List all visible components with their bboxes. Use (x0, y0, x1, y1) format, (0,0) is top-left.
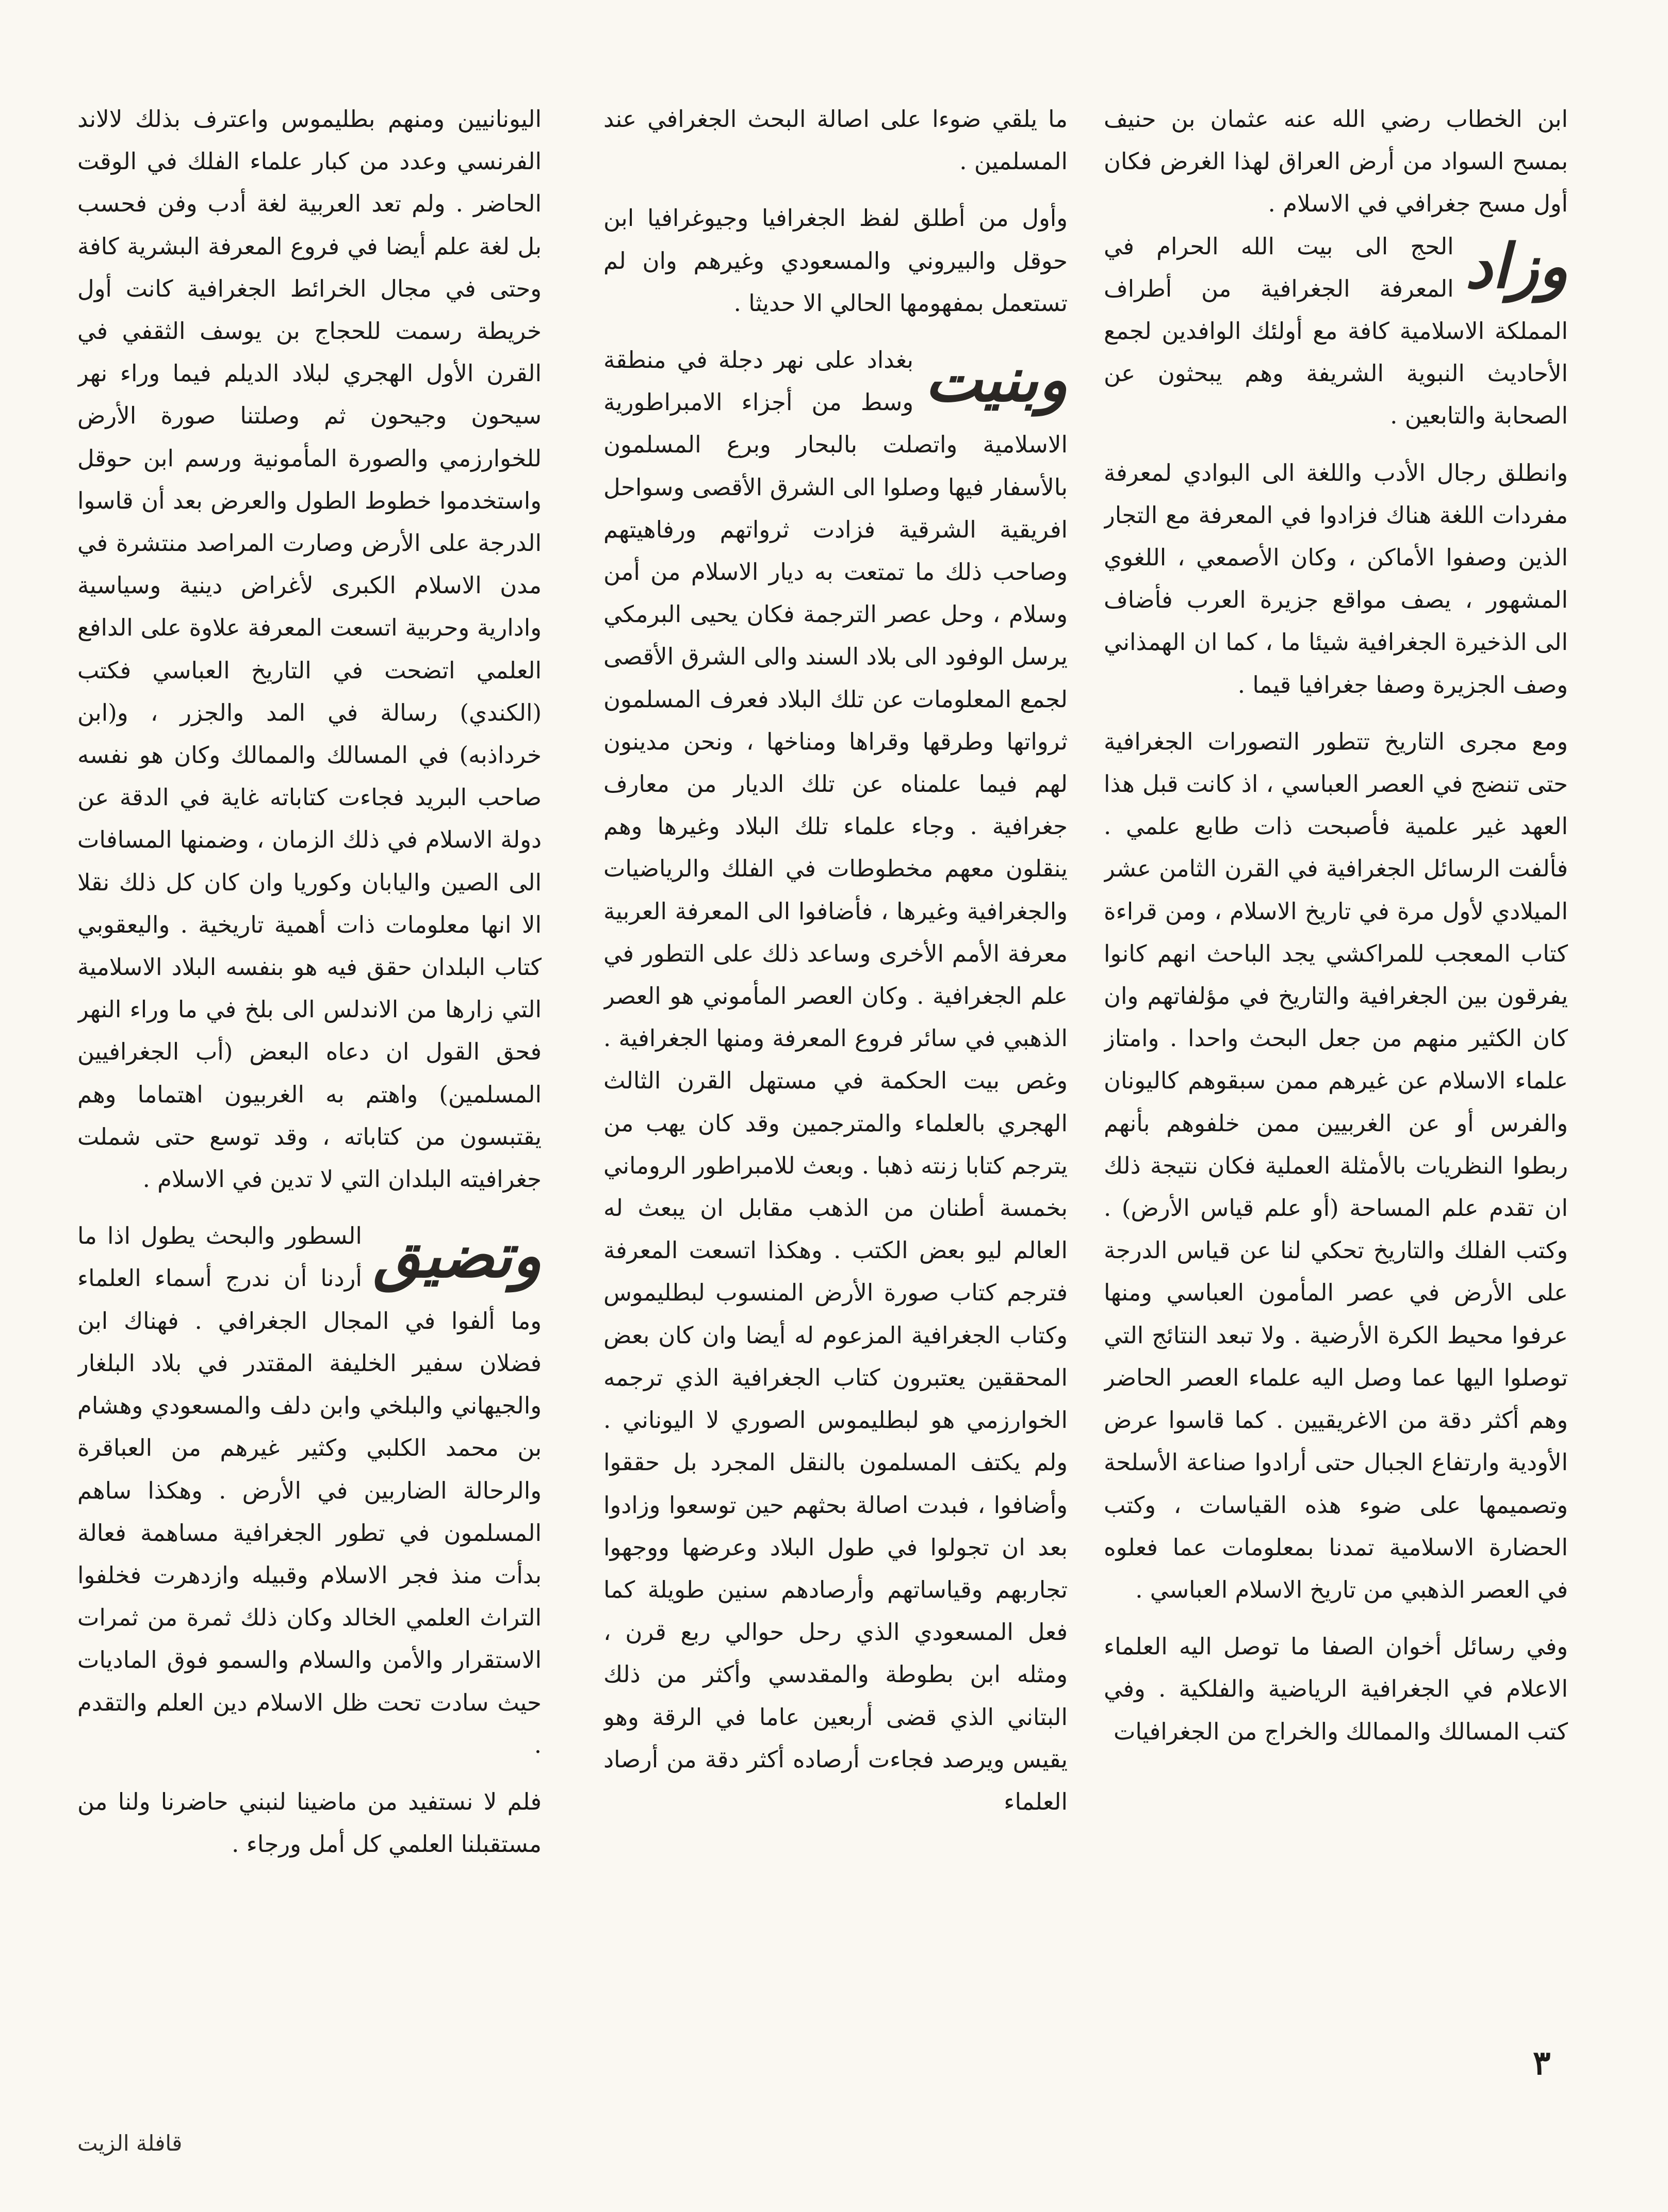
paragraph: فلم لا نستفيد من ماضينا لنبني حاضرنا ولنا من مستقبلنا العلمي كل أمل ورجاء . (77, 1787, 542, 1858)
paragraph-gap (1104, 437, 1568, 452)
text-column-right (1104, 98, 1568, 2017)
decorative-drop-word: وتضيق (373, 1219, 542, 1292)
text-column-left (77, 98, 542, 2017)
paragraph-gap (603, 183, 1068, 197)
paragraph-gap (1104, 1611, 1568, 1625)
paragraph: وانطلق رجال الأدب واللغة الى البوادي لمعرفة مفردات اللغة هناك فزادوا في المعرفة مع التجار الذين وصفوا الأماكن ، وكان الأصمعي ، اللغوي المشهور ، يصف مواقع جزيرة العرب فأضاف الى الذخيرة الجغرافية شيئا ما ، كما ان الهمذاني وصف الجزيرة وصفا جغرافيا قيما . (1104, 459, 1568, 698)
paragraph: وفي رسائل أخوان الصفا ما توصل اليه العلماء الاعلام في الجغرافية الرياضية والفلكية . وفي كتب المسالك والممالك والخراج من الجغرافيات (1104, 1633, 1568, 1745)
paragraph: ومع مجرى التاريخ تتطور التصورات الجغرافية حتى تنضج في العصر العباسي ، اذ كانت قبل هذا العهد غير علمية فأصبحت ذات طابع علمي . فألفت الرسائل الجغرافية في القرن الثامن عشر الميلادي لأول مرة في تاريخ الاسلام ، ومن قراءة كتاب المعجب للمراكشي يجد الباحث انهم كانوا يفرقون بين الجغرافية والتاريخ في مؤلفاتهم وان كان الكثير منهم من جعل البحث واحدا . وامتاز علماء الاسلام عن غيرهم ممن سبقوهم كاليونان والفرس أو عن الغربيين ممن خلفوهم بأنهم ربطوا النظريات بالأمثلة العملية فكان نتيجة ذلك ان تقدم علم المساحة (أو علم قياس الأرض) . وكتب الفلك والتاريخ تحكي لنا عن قياس الدرجة على الأرض في عصر المأمون العباسي ومنها عرفوا محيط الكرة الأرضية . ولا تبعد النتائج التي توصلوا اليها عما وصل اليه علماء العصر الحاضر وهم أكثر دقة من الاغريقيين . كما قاسوا عرض الأودية وارتفاع الجبال حتى أرادوا صناعة الأسلحة وتصميمها على ضوء هذه القياسات ، وكتب الحضارة الاسلامية تمدنا بمعلومات عما فعلوه في العصر الذهبي من تاريخ الاسلام العباسي . (1104, 727, 1568, 1603)
paragraph-gap (1104, 706, 1568, 721)
paragraph (77, 1215, 542, 1766)
paragraph: وأول من أطلق لفظ الجغرافيا وجيوغرافيا ابن حوقل والبيروني والمسعودي وغيرهم وان لم تستعمل بمفهومها الحالي الا حديثا . (603, 204, 1068, 317)
paragraph: ابن الخطاب رضي الله عنه عثمان بن حنيف بمسح السواد من أرض العراق لهذا الغرض فكان أول مسح جغرافي في الاسلام . (1104, 105, 1568, 218)
decorative-drop-word: وبنيت (925, 344, 1068, 416)
text-column-middle (603, 98, 1068, 2017)
paragraph-gap (603, 324, 1068, 339)
paragraph: ما يلقي ضوءا على اصالة البحث الجغرافي عند المسلمين . (603, 105, 1068, 175)
decorative-drop-word: وزاد (1465, 230, 1568, 302)
paragraph (1104, 225, 1568, 437)
paragraph-text: بغداد على نهر دجلة في منطقة وسط من أجزاء الامبراطورية الاسلامية واتصلت بالبحار وبرع المسلمون بالأسفار فيها وصلوا الى الشرق الأقصى وسواحل افريقية الشرقية فزادت ثرواتهم ورفاهيتهم وصاحب ذلك ما تمتعت به ديار الاسلام من أمن وسلام ، وحل عصر الترجمة فكان يحيى البرمكي يرسل الوفود الى بلاد السند والى الشرق الأقصى لجمع المعلومات عن تلك البلاد فعرف المسلمون ثرواتها وطرقها وقراها ومناخها ، ونحن مدينون لهم فيما علمناه عن تلك الديار من معارف جغرافية . وجاء علماء تلك البلاد وغيرها وهم ينقلون معهم مخطوطات في الفلك والرياضيات والجغرافية وغيرها ، فأضافوا الى المعرفة العربية معرفة الأمم الأخرى وساعد ذلك على التطور في علم الجغرافية . وكان العصر المأموني هو العصر الذهبي في سائر فروع المعرفة ومنها الجغرافية . وغص بيت الحكمة في مستهل القرن الثالث الهجري بالعلماء والمترجمين وقد كان يهب من يترجم كتابا زنته ذهبا . وبعث للامبراطور الروماني بخمسة أطنان من الذهب مقابل ان يبعث له العالم ليو بعض الكتب . وهكذا اتسعت المعرفة فترجم كتاب صورة الأرض المنسوب لبطليموس وكتاب الجغرافية المزعوم له أيضا وان كان بعض المحققين يعتبرون كتاب الجغرافية الذي ترجمه الخوارزمي هو لبطليموس الصوري لا اليوناني . ولم يكتف المسلمون بالنقل المجرد بل حققوا وأضافوا ، فبدت اصالة بحثهم حين توسعوا وزادوا بعد ان تجولوا في طول البلاد وعرضها ووجهوا تجاربهم وقياساتهم وأرصادهم سنين طويلة كما فعل المسعودي الذي رحل حوالي ربع قرن ، ومثله ابن بطوطة والمقدسي وأكثر من ذلك البتاني الذي قضى أربعين عاما في الرقة وهو يقيس ويرصد فجاءت أرصاده أكثر دقة من أرصاد العلماء (603, 346, 1068, 1815)
paragraph-text: السطور والبحث يطول اذا ما أردنا أن ندرج أسماء العلماء وما ألفوا في المجال الجغرافي . فهناك ابن فضلان سفير الخليفة المقتدر في بلاد البلغار والجيهاني والبلخي وابن دلف والمسعودي وهشام بن محمد الكلبي وكثير غيرهم من العباقرة والرحالة الضاربين في الأرض . وهكذا ساهم المسلمون في تطور الجغرافية مساهمة فعالة بدأت منذ فجر الاسلام وقبيله وازدهرت فخلفوا التراث العلمي الخالد وكان ذلك ثمرة من ثمرات الاستقرار والأمن والسلام والسمو فوق الماديات حيث سادت تحت ظل الاسلام دين العلم والتقدم . (77, 1222, 542, 1759)
paragraph: اليونانيين ومنهم بطليموس واعترف بذلك لالاند الفرنسي وعدد من كبار علماء الفلك في الوقت الحاضر . ولم تعد العربية لغة أدب وفن فحسب بل لغة علم أيضا في فروع المعرفة البشرية كافة وحتى في مجال الخرائط الجغرافية كانت أول خريطة رسمت للحجاج بن يوسف الثقفي في القرن الأول الهجري لبلاد الديلم فيما وراء نهر سيحون وجيحون ثم وصلتنا صورة الأرض للخوارزمي والصورة المأمونية ورسم ابن حوقل واستخدموا خطوط الطول والعرض بعد أن قاسوا الدرجة على الأرض وصارت المراصد منتشرة في مدن الاسلام الكبرى لأغراض دينية وسياسية وادارية وحربية اتسعت المعرفة علاوة على الدافع العلمي اتضحت في التاريخ العباسي فكتب (الكندي) رسالة في المد والجزر ، و(ابن خرداذبه) في المسالك والممالك وكان هو نفسه صاحب البريد فجاءت كتاباته غاية في الدقة عن دولة الاسلام في ذلك الزمان ، وضمنها المسافات الى الصين واليابان وكوريا وان كان كل ذلك نقلا الا انها معلومات ذات أهمية تاريخية . واليعقوبي كتاب البلدان حقق فيه هو بنفسه البلاد الاسلامية التي زارها من الاندلس الى بلخ في ما وراء النهر فحق القول ان دعاه البعض (أب الجغرافيين المسلمين) واهتم به الغربيون اهتماما وهم يقتبسون من كتاباته ، وقد توسع حتى شملت جغرافيته البلدان التي لا تدين في الاسلام . (77, 105, 542, 1193)
paragraph (603, 339, 1068, 1823)
magazine-footer-title: قافلة الزيت (77, 2130, 183, 2156)
page-number: ٣ (1533, 2044, 1551, 2083)
paragraph-gap (77, 1200, 542, 1215)
paragraph-gap (77, 1766, 542, 1781)
paragraph-text: الحج الى بيت الله الحرام في المعرفة الجغرافية من أطراف المملكة الاسلامية كافة مع أولئك الوافدين لجمع الأحاديث النبوية الشريفة وهم يبحثون عن الصحابة والتابعين . (1104, 232, 1568, 430)
